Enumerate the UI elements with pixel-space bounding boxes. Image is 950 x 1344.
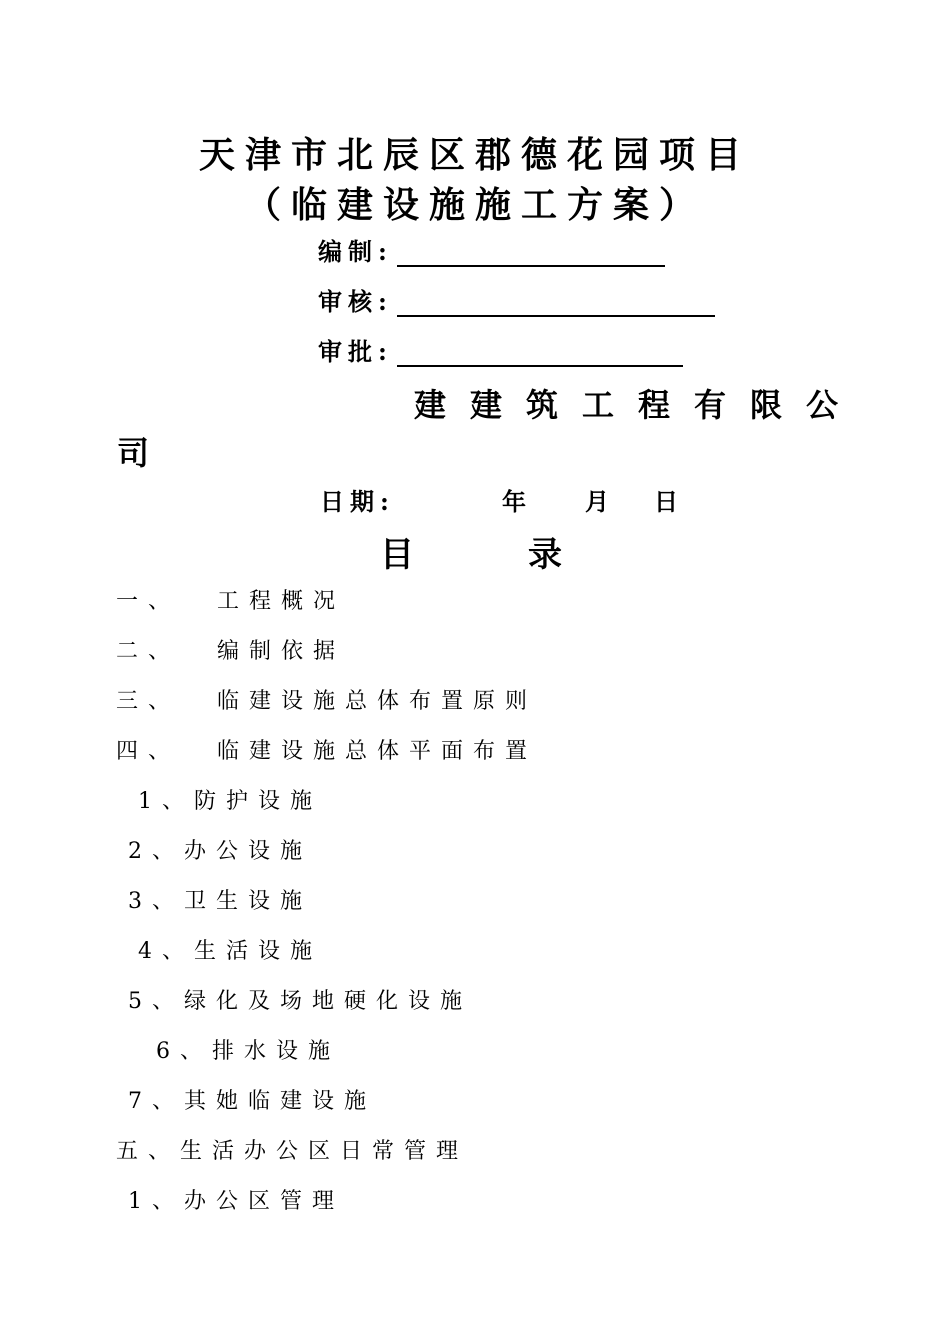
toc-item-number: 三、: [116, 689, 181, 714]
toc-subitem: 2、办公设施: [128, 839, 312, 864]
company-name-line2: 司: [117, 434, 150, 472]
toc-subitem: 1、办公区管理: [128, 1189, 344, 1214]
approve-signature-row: [318, 332, 683, 367]
compile-label: 编制:: [318, 237, 393, 266]
toc-subitem: 五、生活办公区日常管理: [116, 1139, 469, 1164]
toc-title-char2: 录: [528, 535, 562, 575]
date-month: 月: [585, 487, 609, 516]
company-name-line1: 建建筑工程有限公: [414, 386, 863, 424]
toc-item-text: 临建设施总体平面布置: [217, 739, 538, 764]
toc-item-text: 临建设施总体布置原则: [217, 689, 538, 714]
toc-item-text: 工程概况: [217, 589, 346, 614]
toc-subitem: 5、绿化及场地硬化设施: [128, 989, 472, 1014]
toc-item-number: 四、: [116, 739, 181, 764]
approve-signature-line: [397, 339, 683, 367]
toc-subitem: 3、卫生设施: [128, 889, 312, 914]
toc-item-number: 一、: [116, 589, 181, 614]
date-day: 日: [654, 487, 678, 516]
review-signature-line: [397, 289, 715, 317]
date-year: 年: [502, 487, 526, 516]
toc-item-number: 二、: [116, 639, 181, 664]
toc-subitem: 7、其她临建设施: [128, 1089, 376, 1114]
document-title-line1: 天津市北辰区郡德花园项目: [198, 134, 751, 176]
date-label: 日期:: [320, 487, 395, 516]
toc-title-char1: 目: [380, 535, 414, 575]
review-signature-row: [318, 282, 715, 317]
toc-subitem: 1、防护设施: [138, 789, 322, 814]
review-label: 审核:: [318, 287, 393, 316]
approve-label: 审批:: [318, 337, 393, 366]
toc-subitem: 6、排水设施: [156, 1039, 340, 1064]
compile-signature-line: [397, 239, 665, 267]
toc-subitem: 4、生活设施: [138, 939, 322, 964]
compile-signature-row: [318, 232, 665, 267]
toc-item-text: 编制依据: [217, 639, 346, 664]
document-title-line2: （临建设施施工方案）: [244, 184, 705, 226]
